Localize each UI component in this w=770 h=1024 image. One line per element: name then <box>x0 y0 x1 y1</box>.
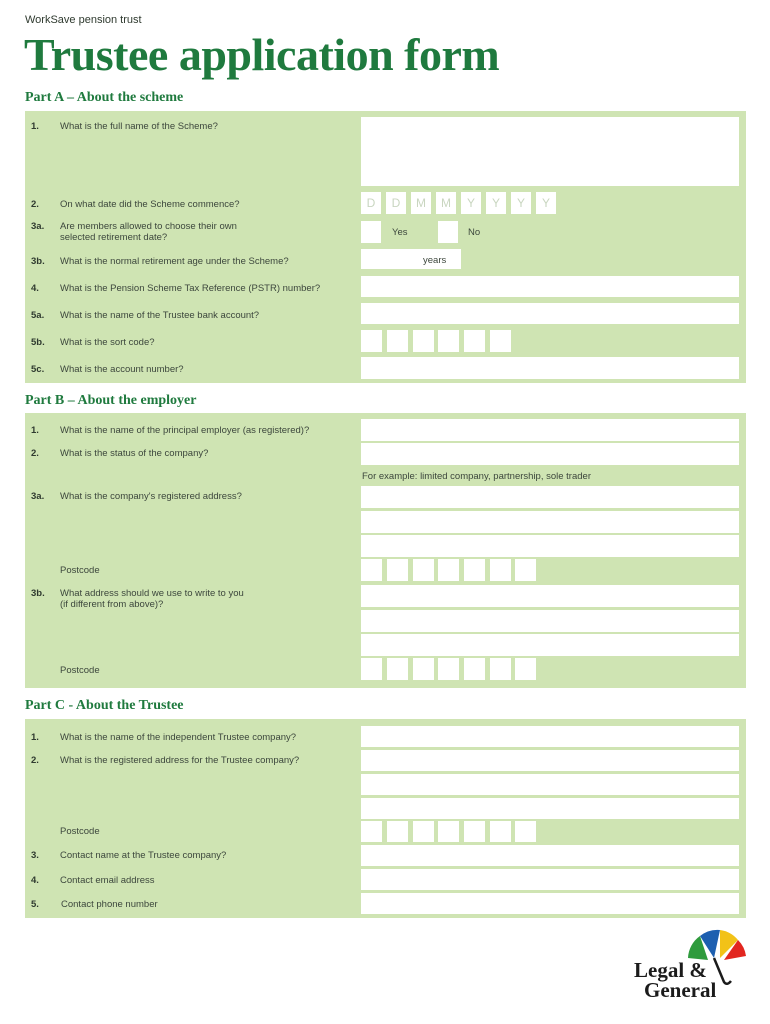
postcode-box[interactable] <box>387 821 408 842</box>
date-digit-placeholder: M <box>441 196 451 210</box>
question-label: (if different from above)? <box>60 599 164 610</box>
postcode-box[interactable] <box>413 821 434 842</box>
postcode-box[interactable] <box>413 658 434 680</box>
question-number: 1. <box>31 121 39 132</box>
question-number: 5b. <box>31 337 45 348</box>
contact-phone-input[interactable] <box>361 893 739 914</box>
question-label: What is the name of the Trustee bank account? <box>60 310 260 321</box>
postcode-box[interactable] <box>515 821 536 842</box>
postcode-box[interactable] <box>361 821 382 842</box>
postcode-box[interactable] <box>387 658 408 680</box>
correspondence-address-line-2[interactable] <box>361 610 739 632</box>
part-c-heading: Part C - About the Trustee <box>25 698 184 713</box>
sort-code-box[interactable] <box>490 330 511 352</box>
company-status-hint: For example: limited company, partnership, sole trader <box>362 471 591 482</box>
date-digit-placeholder: D <box>391 196 401 210</box>
question-label: What is the name of the independent Trustee company? <box>60 732 297 743</box>
trustee-address-line-3[interactable] <box>361 798 739 819</box>
date-digit-placeholder: Y <box>516 196 525 210</box>
question-label: What is the full name of the Scheme? <box>60 121 218 132</box>
question-number: 3b. <box>31 256 45 267</box>
scheme-name-input[interactable] <box>361 117 739 186</box>
postcode-box[interactable] <box>515 658 536 680</box>
logo-text-line-2: General <box>644 978 717 1002</box>
question-number: 4. <box>31 875 39 886</box>
question-number: 5c. <box>31 364 45 375</box>
correspondence-address-line-1[interactable] <box>361 585 739 607</box>
question-number: 3. <box>31 850 39 861</box>
question-number: 5a. <box>31 310 45 321</box>
question-number: 3a. <box>31 221 45 232</box>
page-title: Trustee application form <box>24 29 500 80</box>
postcode-label: Postcode <box>60 826 100 837</box>
trustee-address-line-1[interactable] <box>361 750 739 771</box>
legal-and-general-logo <box>634 928 754 1018</box>
question-label: What is the normal retirement age under the Scheme? <box>60 256 289 267</box>
postcode-box[interactable] <box>464 821 485 842</box>
date-digit-box[interactable] <box>411 192 431 214</box>
question-label: selected retirement date? <box>60 232 168 243</box>
part-a-panel <box>25 111 746 383</box>
question-number: 4. <box>31 283 39 294</box>
question-label: What is the Pension Scheme Tax Reference (PSTR) number? <box>60 283 321 294</box>
question-number: 2. <box>31 448 39 459</box>
sort-code-box[interactable] <box>464 330 485 352</box>
company-status-input[interactable] <box>361 443 739 465</box>
pstr-number-input[interactable] <box>361 276 739 297</box>
question-number: 3b. <box>31 588 45 599</box>
trustee-address-line-2[interactable] <box>361 774 739 795</box>
postcode-box[interactable] <box>387 559 408 581</box>
question-label: Contact email address <box>60 875 155 886</box>
postcode-box[interactable] <box>464 658 485 680</box>
contact-email-input[interactable] <box>361 869 739 890</box>
logo-text-line-1: Legal & <box>634 958 707 982</box>
no-checkbox[interactable] <box>438 221 458 243</box>
years-unit-label: years <box>423 255 447 266</box>
registered-address-line-1[interactable] <box>361 486 739 508</box>
postcode-box[interactable] <box>490 559 511 581</box>
date-digit-placeholder: Y <box>466 196 475 210</box>
question-number: 1. <box>31 425 39 436</box>
postcode-box[interactable] <box>490 658 511 680</box>
question-number: 2. <box>31 199 39 210</box>
date-digit-box[interactable] <box>536 192 556 214</box>
bank-account-name-input[interactable] <box>361 303 739 324</box>
part-c-panel <box>25 719 746 918</box>
question-label: Are members allowed to choose their own <box>60 221 237 232</box>
sort-code-box[interactable] <box>413 330 434 352</box>
trustee-company-name-input[interactable] <box>361 726 739 747</box>
yes-checkbox[interactable] <box>361 221 381 243</box>
question-number: 3a. <box>31 491 45 502</box>
date-digit-box[interactable] <box>436 192 456 214</box>
correspondence-address-line-3[interactable] <box>361 634 739 656</box>
question-number: 1. <box>31 732 39 743</box>
date-digit-box[interactable] <box>511 192 531 214</box>
sort-code-box[interactable] <box>361 330 382 352</box>
question-label: Contact phone number <box>61 899 158 910</box>
question-label: What is the name of the principal employer (as registered)? <box>60 425 310 436</box>
postcode-box[interactable] <box>438 658 459 680</box>
postcode-box[interactable] <box>361 559 382 581</box>
date-digit-placeholder: Y <box>491 196 500 210</box>
question-label: What is the status of the company? <box>60 448 209 459</box>
part-b-panel <box>25 413 746 688</box>
question-label: On what date did the Scheme commence? <box>60 199 240 210</box>
postcode-box[interactable] <box>464 559 485 581</box>
account-number-input[interactable] <box>361 357 739 379</box>
date-digit-box[interactable] <box>461 192 481 214</box>
question-label: What is the company's registered address? <box>60 491 242 502</box>
no-label: No <box>468 227 481 238</box>
date-digit-placeholder: D <box>366 196 376 210</box>
question-number: 5. <box>31 899 39 910</box>
date-digit-placeholder: Y <box>541 196 550 210</box>
date-digit-box[interactable] <box>486 192 506 214</box>
employer-name-input[interactable] <box>361 419 739 441</box>
form-supertitle: WorkSave pension trust <box>25 14 142 26</box>
postcode-box[interactable] <box>361 658 382 680</box>
sort-code-box[interactable] <box>387 330 408 352</box>
question-label: What is the sort code? <box>60 337 155 348</box>
postcode-label: Postcode <box>60 565 100 576</box>
question-label: What address should we use to write to you <box>60 588 244 599</box>
date-digit-box[interactable] <box>361 192 381 214</box>
sort-code-box[interactable] <box>438 330 459 352</box>
question-label: What is the registered address for the Trustee company? <box>60 755 300 766</box>
date-digit-box[interactable] <box>386 192 406 214</box>
trustee-contact-name-input[interactable] <box>361 845 739 866</box>
registered-address-line-3[interactable] <box>361 535 739 557</box>
yes-label: Yes <box>392 227 408 238</box>
part-b-heading: Part B – About the employer <box>25 393 197 408</box>
postcode-label: Postcode <box>60 665 100 676</box>
registered-address-line-2[interactable] <box>361 511 739 533</box>
postcode-box[interactable] <box>413 559 434 581</box>
question-label: Contact name at the Trustee company? <box>60 850 227 861</box>
part-a-heading: Part A – About the scheme <box>25 90 184 105</box>
postcode-box[interactable] <box>515 559 536 581</box>
question-label: What is the account number? <box>60 364 184 375</box>
question-number: 2. <box>31 755 39 766</box>
postcode-box[interactable] <box>490 821 511 842</box>
postcode-box[interactable] <box>438 821 459 842</box>
postcode-box[interactable] <box>438 559 459 581</box>
date-digit-placeholder: M <box>416 196 426 210</box>
